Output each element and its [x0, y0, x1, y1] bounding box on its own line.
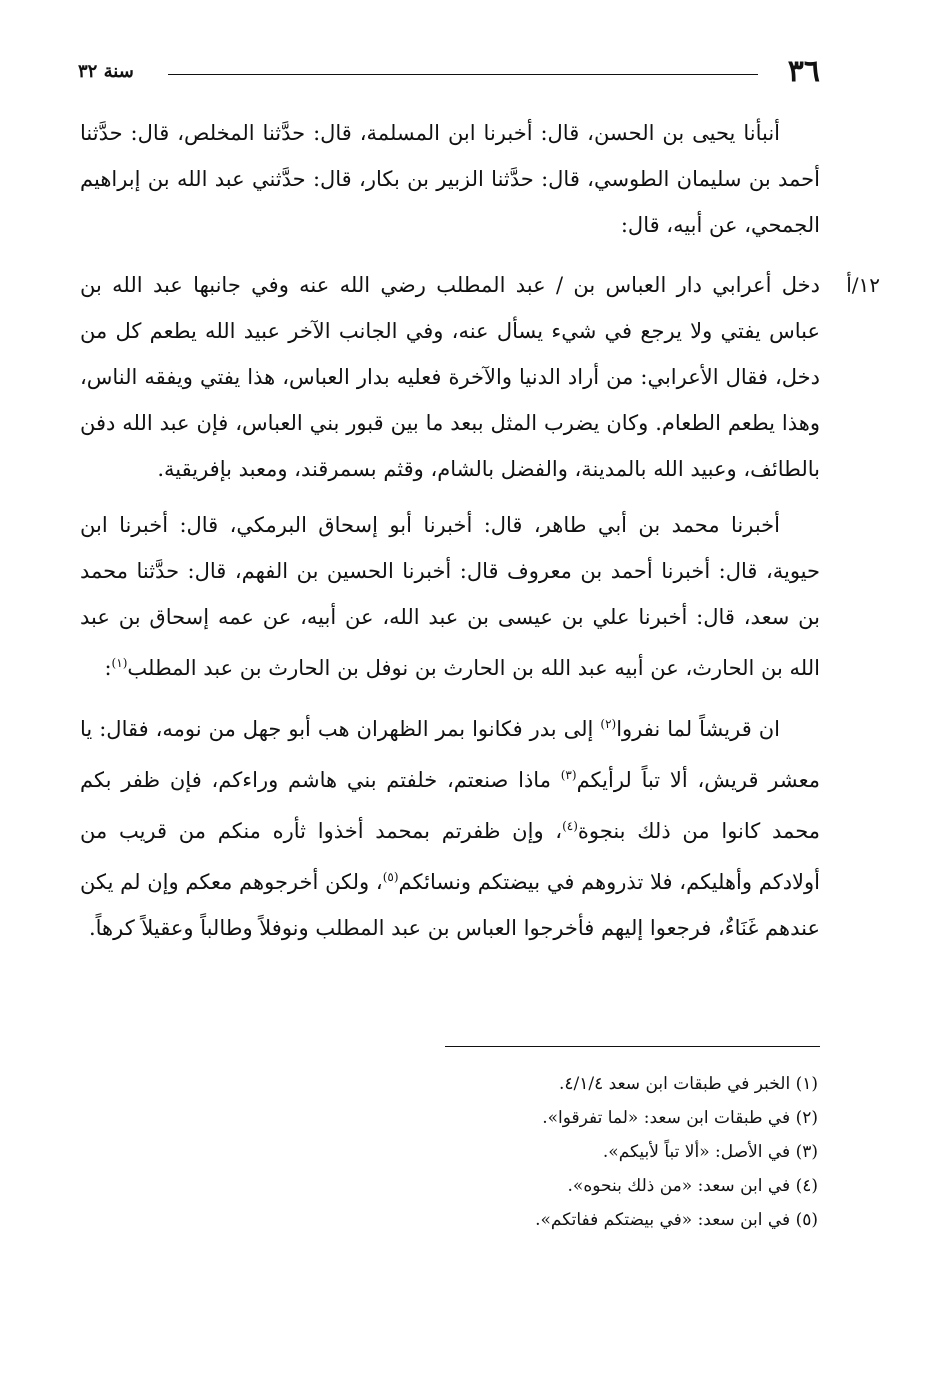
paragraph-isnad-2: [80, 502, 820, 691]
footnote-4: (٤) في ابن سعد: «من ذلك بنحوه».: [567, 1176, 818, 1196]
footnote-ref-3: (٣): [560, 768, 577, 782]
paragraph-with-margin-note: [80, 262, 880, 492]
main-text: [80, 110, 880, 961]
narrative-2-seg-5: ، ولكن أخرجوهم معكم وإن لم يكن عندهم غَنَاءٌ، فرجعوا إليهم فأخرجوا العباس بن عبد المطلب ونوفلاً وطالباً وعقيلاً كرهاً.: [80, 870, 820, 940]
folio-marginal-note: ١٢/أ: [846, 273, 880, 297]
footnotes: [80, 1046, 820, 1237]
footnote-5: (٥) في ابن سعد: «في بيضتكم ففاتكم».: [535, 1210, 818, 1230]
narrative-2-seg-2: إلى بدر فكانوا بمر الظهران هب أبو جهل من نومه، فقال: يا معشر قريش، ألا تباً لرأيكم: [80, 717, 821, 792]
paragraph-isnad-1: أنبأنا يحيى بن الحسن، قال: أخبرنا ابن المسلمة، قال: حدَّثنا المخلص، قال: حدَّثنا أحمد بن سليمان الطوسي، قال: حدَّثنا الزبير بن بكار، قال: حدَّثني عبد الله بن إبراهيم الجمحي، عن أبيه، قال:: [80, 121, 820, 237]
narrative-2-seg-3: ماذا صنعتم، خلفتم بني هاشم وراءكم، فإن ظفر بكم محمد كانوا من ذلك بنجوة: [80, 768, 820, 843]
header-rule: [168, 74, 758, 75]
page-header: [78, 52, 820, 92]
footnote-separator: [445, 1046, 820, 1047]
paragraph-isnad-2-end: :: [104, 656, 112, 680]
paragraph-narrative-2: [80, 701, 820, 951]
footnote-ref-1: (١): [111, 656, 128, 670]
narrative-2-seg-4: ، وإن ظفرتم بمحمد أخذوا ثأره منكم من قريب من أولادكم وأهليكم، فلا تذروهم في بيضتكم ونسائكم: [80, 819, 821, 894]
running-head-year: سنة ٣٢: [78, 61, 134, 82]
footnote-3: (٣) في الأصل: «ألا تباً لأبيكم».: [602, 1142, 818, 1162]
footnote-ref-5: (٥): [382, 870, 399, 884]
page-number: ٣٦: [787, 54, 820, 89]
paragraph-isnad-2-text: أخبرنا محمد بن أبي طاهر، قال: أخبرنا أبو إسحاق البرمكي، قال: أخبرنا ابن حيوية، قال: أخبرنا أحمد بن معروف قال: أخبرنا الحسين بن الفهم، قال: حدَّثنا محمد بن سعد، قال: أخبرنا علي بن عيسى بن عبد الله، عن أبيه، عن عمه إسحاق بن عبد الله بن الحارث، عن أبيه عبد الله بن الحارث بن نوفل بن الحارث بن عبد المطلب: [80, 513, 820, 680]
narrative-2-seg-1: ان قريشاً لما نفروا: [616, 717, 780, 741]
paragraph-narrative-1: دخل أعرابي دار العباس بن / عبد المطلب رضي الله عنه وفي جانبها عبد الله بن عباس يفتي ولا يرجع في شيء يسأل عنه، وفي الجانب الآخر عبيد الله يطعم كل من دخل، فقال الأعرابي: من أراد الدنيا والآخرة فعليه بدار العباس، هذا يفتي ويفقه الناس، وهذا يطعم الطعام. وكان يضرب المثل ببعد ما بين قبور بني العباس، فإن عبد الله دفن بالطائف، وعبيد الله بالمدينة، والفضل بالشام، وقثم بسمرقند، ومعبد بإفريقية.: [80, 273, 821, 481]
footnote-1: (١) الخبر في طبقات ابن سعد ٤/١/٤.: [559, 1074, 818, 1094]
footnote-ref-2: (٢): [600, 717, 617, 731]
footnote-2: (٢) في طبقات ابن سعد: «لما تفرقوا».: [542, 1108, 818, 1128]
footnote-ref-4: (٤): [562, 819, 578, 833]
